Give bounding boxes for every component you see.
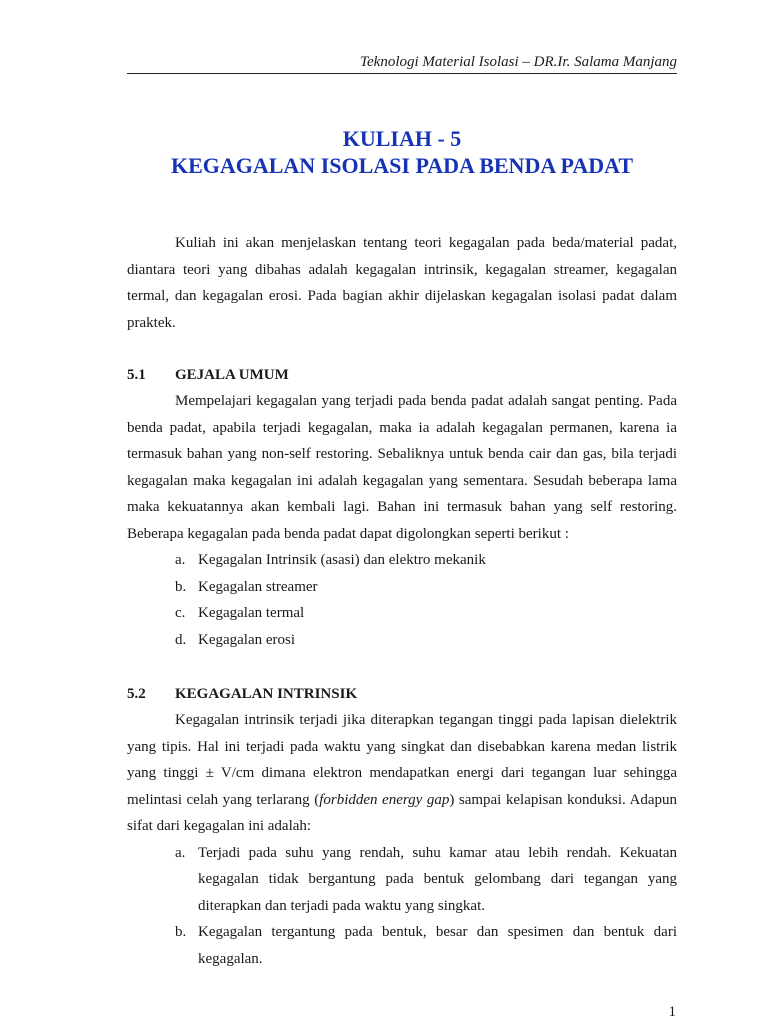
list-item: [127, 574, 677, 601]
list-text: Kegagalan tergantung pada bentuk, besar dan spesimen dan bentuk dari kegagalan.: [198, 924, 677, 967]
title-line-1: KULIAH - 5: [342, 126, 462, 151]
list-marker: d.: [175, 631, 187, 648]
intro-block: [127, 230, 677, 336]
properties-list: [127, 840, 677, 973]
section-number: 5.1: [127, 367, 146, 383]
paragraph-text: Kegagalan intrinsik terjadi jika diterapkan tegangan tinggi pada lapisan dielektrik yang tipis. Hal ini terjadi pada waktu yang singkat dan disebabkan karena medan listrik yang tinggi ± V/cm dimana elektron mendapatkan energi dari tegangan luar sehingga melintasi celah yang terlarang (: [127, 712, 677, 808]
section-paragraph: Mempelajari kegagalan yang terjadi pada benda padat adalah sangat penting. Pada benda padat, apabila terjadi kegagalan, maka ia adalah kegagalan permanen, karena ia termasuk bahan yang non-self restoring. Sebaliknya untuk benda cair dan gas, bila terjadi kegagalan maka kegagalan ini adalah kegagalan yang sementara. Sesudah beberapa lama maka kekuatannya akan kembali lagi. Bahan ini termasuk bahan yang self restoring. Beberapa kegagalan pada benda padat dapat digolongkan seperti berikut :: [127, 393, 677, 542]
list-item: [127, 840, 677, 920]
section-paragraph: [127, 707, 677, 840]
section-number: 5.2: [127, 686, 146, 702]
page-number: 1: [668, 1004, 676, 1020]
list-text: Kegagalan erosi: [198, 631, 296, 648]
italic-term: forbidden energy gap: [319, 791, 450, 808]
section-title: KEGAGALAN INTRINSIK: [175, 686, 358, 702]
page-title: [127, 125, 677, 179]
intro-paragraph: Kuliah ini akan menjelaskan tentang teori kegagalan pada beda/material padat, diantara teori yang dibahas adalah kegagalan intrinsik, kegagalan streamer, kegagalan termal, dan kegagalan erosi. Pada bagian akhir dijelaskan kegagalan isolasi padat dalam praktek.: [127, 235, 677, 331]
running-header: Teknologi Material Isolasi – DR.Ir. Salama Manjang: [127, 54, 677, 74]
list-text: Kegagalan termal: [198, 605, 305, 621]
section-heading: [127, 362, 677, 388]
list-marker: b.: [175, 924, 187, 940]
list-marker: c.: [175, 605, 186, 621]
section-5-1: [127, 362, 677, 653]
list-item: [127, 627, 677, 654]
title-line-2: KEGAGALAN ISOLASI PADA BENDA PADAT: [170, 153, 634, 178]
list-item: [127, 919, 677, 972]
list-marker: a.: [175, 844, 186, 861]
list-item: [127, 600, 677, 627]
section-heading: [127, 681, 677, 707]
list-marker: a.: [175, 552, 186, 568]
list-item: [127, 547, 677, 574]
paragraph-text: ) sampai kelapisan konduksi. Adapun sifat dari kegagalan ini adalah:: [127, 791, 677, 834]
section-title: GEJALA UMUM: [175, 367, 289, 383]
list-marker: b.: [175, 578, 187, 595]
failure-types-list: [127, 547, 677, 653]
list-text: Kegagalan streamer: [198, 578, 318, 595]
section-5-2: [127, 681, 677, 972]
list-text: Kegagalan Intrinsik (asasi) dan elektro mekanik: [198, 552, 486, 568]
list-text: Terjadi pada suhu yang rendah, suhu kamar atau lebih rendah. Kekuatan kegagalan tidak bergantung pada bentuk gelombang dari tegangan yang diterapkan dan terjadi pada waktu yang singkat.: [198, 844, 677, 914]
